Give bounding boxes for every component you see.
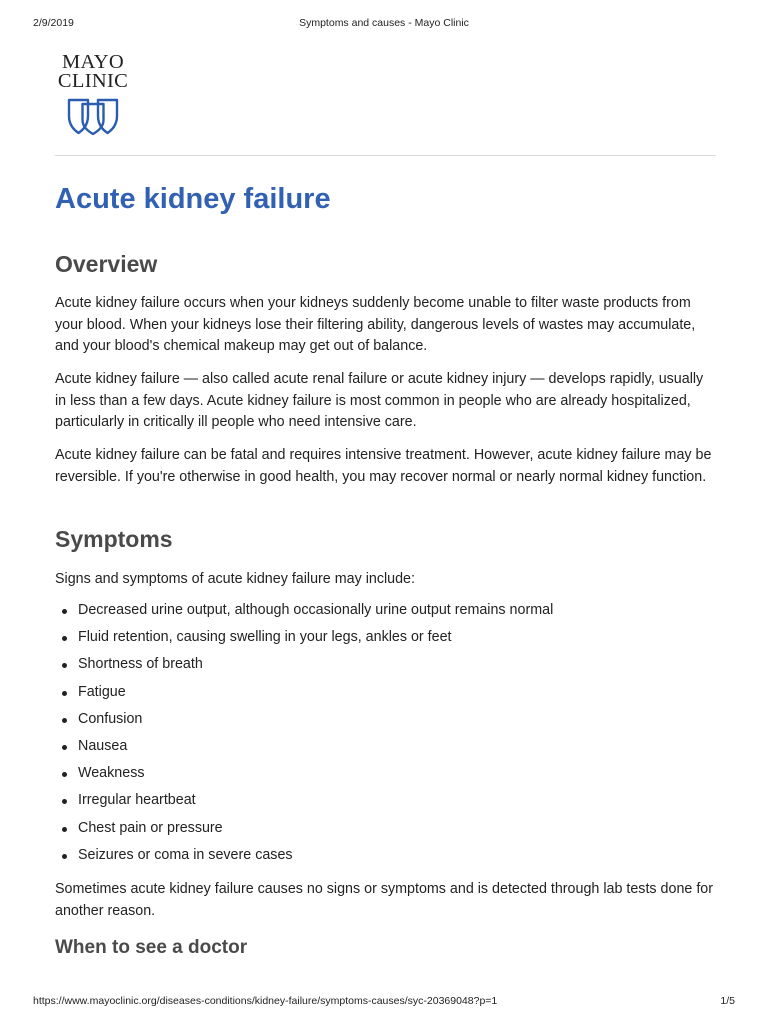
list-item	[55, 709, 553, 736]
overview-heading: Overview	[55, 251, 158, 277]
symptoms-heading: Symptoms	[55, 526, 173, 552]
list-item	[55, 790, 553, 817]
when-to-see-doctor-heading: When to see a doctor	[55, 937, 248, 958]
list-item	[55, 627, 553, 654]
print-footer-url: https://www.mayoclinic.org/diseases-conditions/kidney-failure/symptoms-causes/syc-20369048?p=1	[33, 995, 498, 1007]
bullet-icon	[62, 799, 67, 804]
list-item	[55, 736, 553, 763]
list-item-text: Fluid retention, causing swelling in your legs, ankles or feet	[78, 629, 452, 646]
list-item	[55, 654, 553, 681]
bullet-icon	[62, 745, 67, 750]
page-title: Acute kidney failure	[55, 183, 331, 215]
list-item-text: Weakness	[78, 765, 145, 782]
overview-paragraph-3: Acute kidney failure can be fatal and requires intensive treatment. However, acute kidney failure may be reversible. If you're otherwise in good health, you may recover normal or nearly normal kidney function.	[55, 447, 712, 485]
print-date: 2/9/2019	[33, 17, 74, 29]
print-page-number: 1/5	[720, 995, 735, 1007]
symptoms-list	[55, 600, 553, 872]
list-item	[55, 600, 553, 627]
list-item-text: Nausea	[78, 737, 128, 754]
shield-logo-icon	[66, 96, 120, 136]
print-page-title: Symptoms and causes - Mayo Clinic	[299, 17, 469, 29]
list-item-text: Seizures or coma in severe cases	[78, 846, 293, 863]
logo-word-mayo: MAYO	[62, 51, 124, 73]
list-item	[55, 682, 553, 709]
list-item-text: Fatigue	[78, 683, 126, 700]
bullet-icon	[62, 663, 67, 668]
overview-paragraph-2: Acute kidney failure — also called acute renal failure or acute kidney injury — develops rapidly, usually in less than a few days. Acute kidney failure is most common in people who are already hospitalized, particularly in critically ill people who need intensive care.	[55, 371, 704, 430]
list-item	[55, 763, 553, 790]
list-item-text: Decreased urine output, although occasionally urine output remains normal	[78, 602, 554, 618]
mayo-clinic-logo[interactable]	[55, 53, 131, 136]
list-item-text: Chest pain or pressure	[78, 819, 223, 836]
bullet-icon	[62, 609, 67, 614]
bullet-icon	[62, 827, 67, 832]
bullet-icon	[62, 636, 67, 641]
list-item-text: Shortness of breath	[78, 656, 203, 673]
bullet-icon	[62, 772, 67, 777]
list-item-text: Irregular heartbeat	[78, 792, 196, 809]
bullet-icon	[62, 691, 67, 696]
list-item	[55, 845, 553, 872]
symptoms-intro: Signs and symptoms of acute kidney failure may include:	[55, 571, 415, 587]
list-item-text: Confusion	[78, 710, 143, 727]
symptoms-outro: Sometimes acute kidney failure causes no signs or symptoms and is detected through lab tests done for another reason.	[55, 881, 714, 919]
overview-paragraph-1: Acute kidney failure occurs when your kidneys suddenly become unable to filter waste products from your blood. When your kidneys lose their filtering ability, dangerous levels of wastes may accumulate, and your blood's chemical makeup may get out of balance.	[55, 295, 696, 354]
bullet-icon	[62, 718, 67, 723]
header-divider	[55, 155, 716, 156]
list-item	[55, 818, 553, 845]
logo-word-clinic: CLINIC	[57, 70, 129, 92]
bullet-icon	[62, 854, 67, 859]
